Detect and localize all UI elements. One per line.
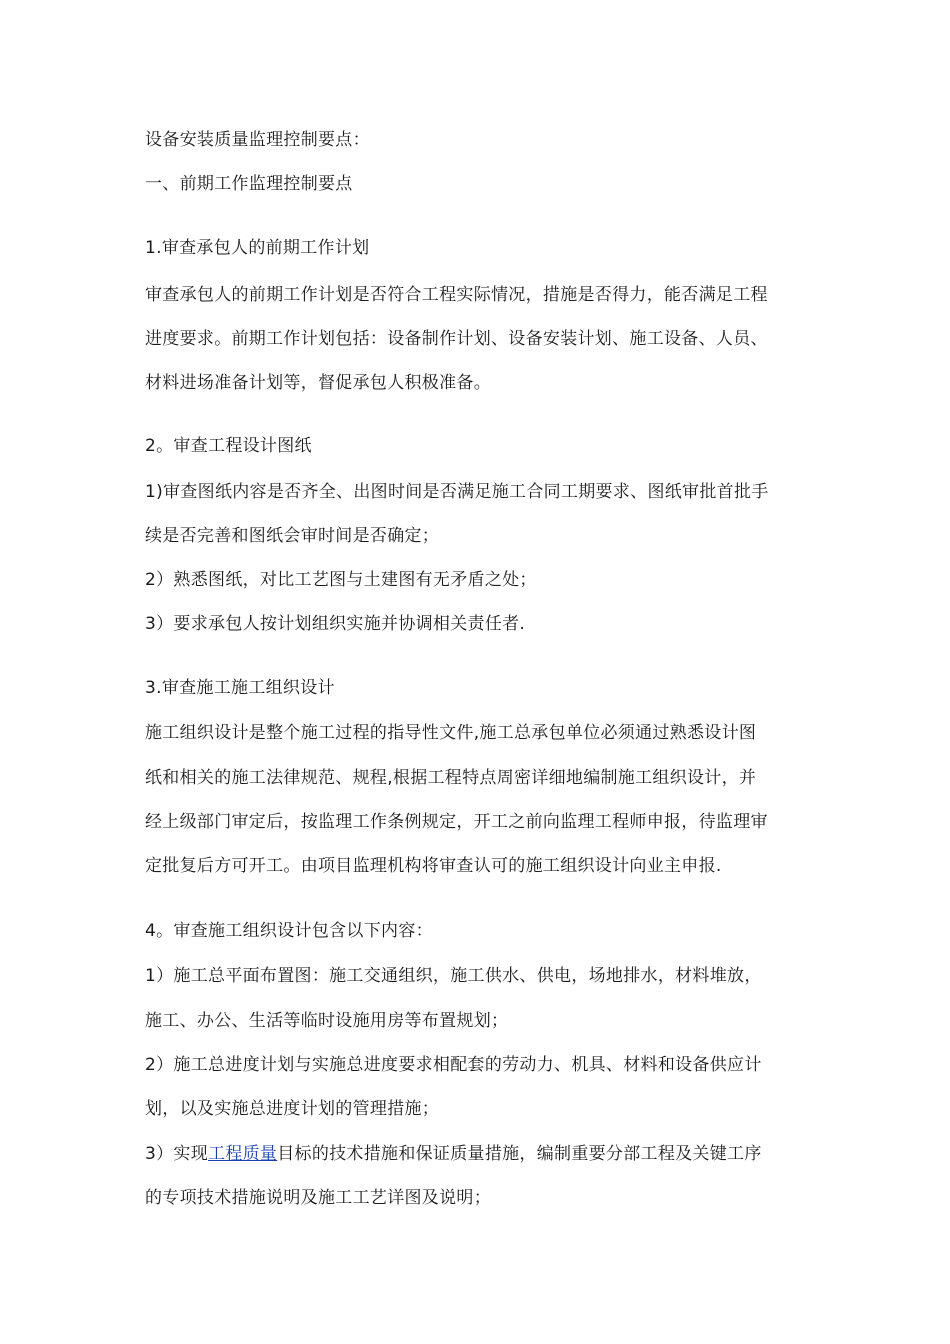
item1-heading: 1.审查承包人的前期工作计划 bbox=[145, 238, 370, 258]
item1-line: 审查承包人的前期工作计划是否符合工程实际情况，措施是否得力，能否满足工程 bbox=[145, 285, 768, 305]
item4-last-line: 的专项技术措施说明及施工工艺详图及说明； bbox=[145, 1188, 491, 1208]
line-text-before: 3）实现 bbox=[145, 1144, 209, 1164]
item3-heading: 3.审查施工施工组织设计 bbox=[145, 678, 335, 698]
quality-link[interactable]: 工程质量 bbox=[208, 1144, 278, 1164]
item1-line: 进度要求。前期工作计划包括：设备制作计划、设备安装计划、施工设备、人员、 bbox=[145, 329, 768, 349]
item3-line: 纸和相关的施工法律规范、规程,根据工程特点周密详细地编制施工组织设计，并 bbox=[145, 768, 757, 788]
item4-heading: 4。审查施工组织设计包含以下内容： bbox=[145, 921, 433, 941]
item2-line: 3）要求承包人按计划组织实施并协调相关责任者. bbox=[145, 614, 526, 634]
item4-line-with-link bbox=[145, 1142, 762, 1166]
item4-line: 2）施工总进度计划与实施总进度要求相配套的劳动力、机具、材料和设备供应计 bbox=[145, 1055, 762, 1075]
document-title: 设备安装质量监理控制要点： bbox=[145, 130, 370, 150]
item4-line: 1）施工总平面布置图：施工交通组织，施工供水、供电，场地排水，材料堆放， bbox=[145, 966, 762, 986]
item1-line: 材料进场准备计划等，督促承包人积极准备。 bbox=[145, 373, 491, 393]
item4-line: 施工、办公、生活等临时设施用房等布置规划； bbox=[145, 1011, 509, 1031]
item3-line: 施工组织设计是整个施工过程的指导性文件,施工总承包单位必须通过熟悉设计图 bbox=[145, 723, 757, 743]
section-heading: 一、前期工作监理控制要点 bbox=[145, 174, 353, 194]
item4-line: 划，以及实施总进度计划的管理措施； bbox=[145, 1099, 440, 1119]
item2-line: 2）熟悉图纸，对比工艺图与土建图有无矛盾之处； bbox=[145, 570, 537, 590]
line-text-after: 目标的技术措施和保证质量措施，编制重要分部工程及关键工序 bbox=[277, 1144, 762, 1164]
item3-line: 经上级部门审定后，按监理工作条例规定，开工之前向监理工程师申报，待监理审 bbox=[145, 812, 768, 832]
item3-line: 定批复后方可开工。由项目监理机构将审查认可的施工组织设计向业主申报. bbox=[145, 856, 722, 876]
item2-line: 续是否完善和图纸会审时间是否确定； bbox=[145, 526, 440, 546]
item2-heading: 2。审查工程设计图纸 bbox=[145, 436, 312, 456]
item2-line: 1)审查图纸内容是否齐全、出图时间是否满足施工合同工期要求、图纸审批首批手 bbox=[145, 482, 769, 502]
